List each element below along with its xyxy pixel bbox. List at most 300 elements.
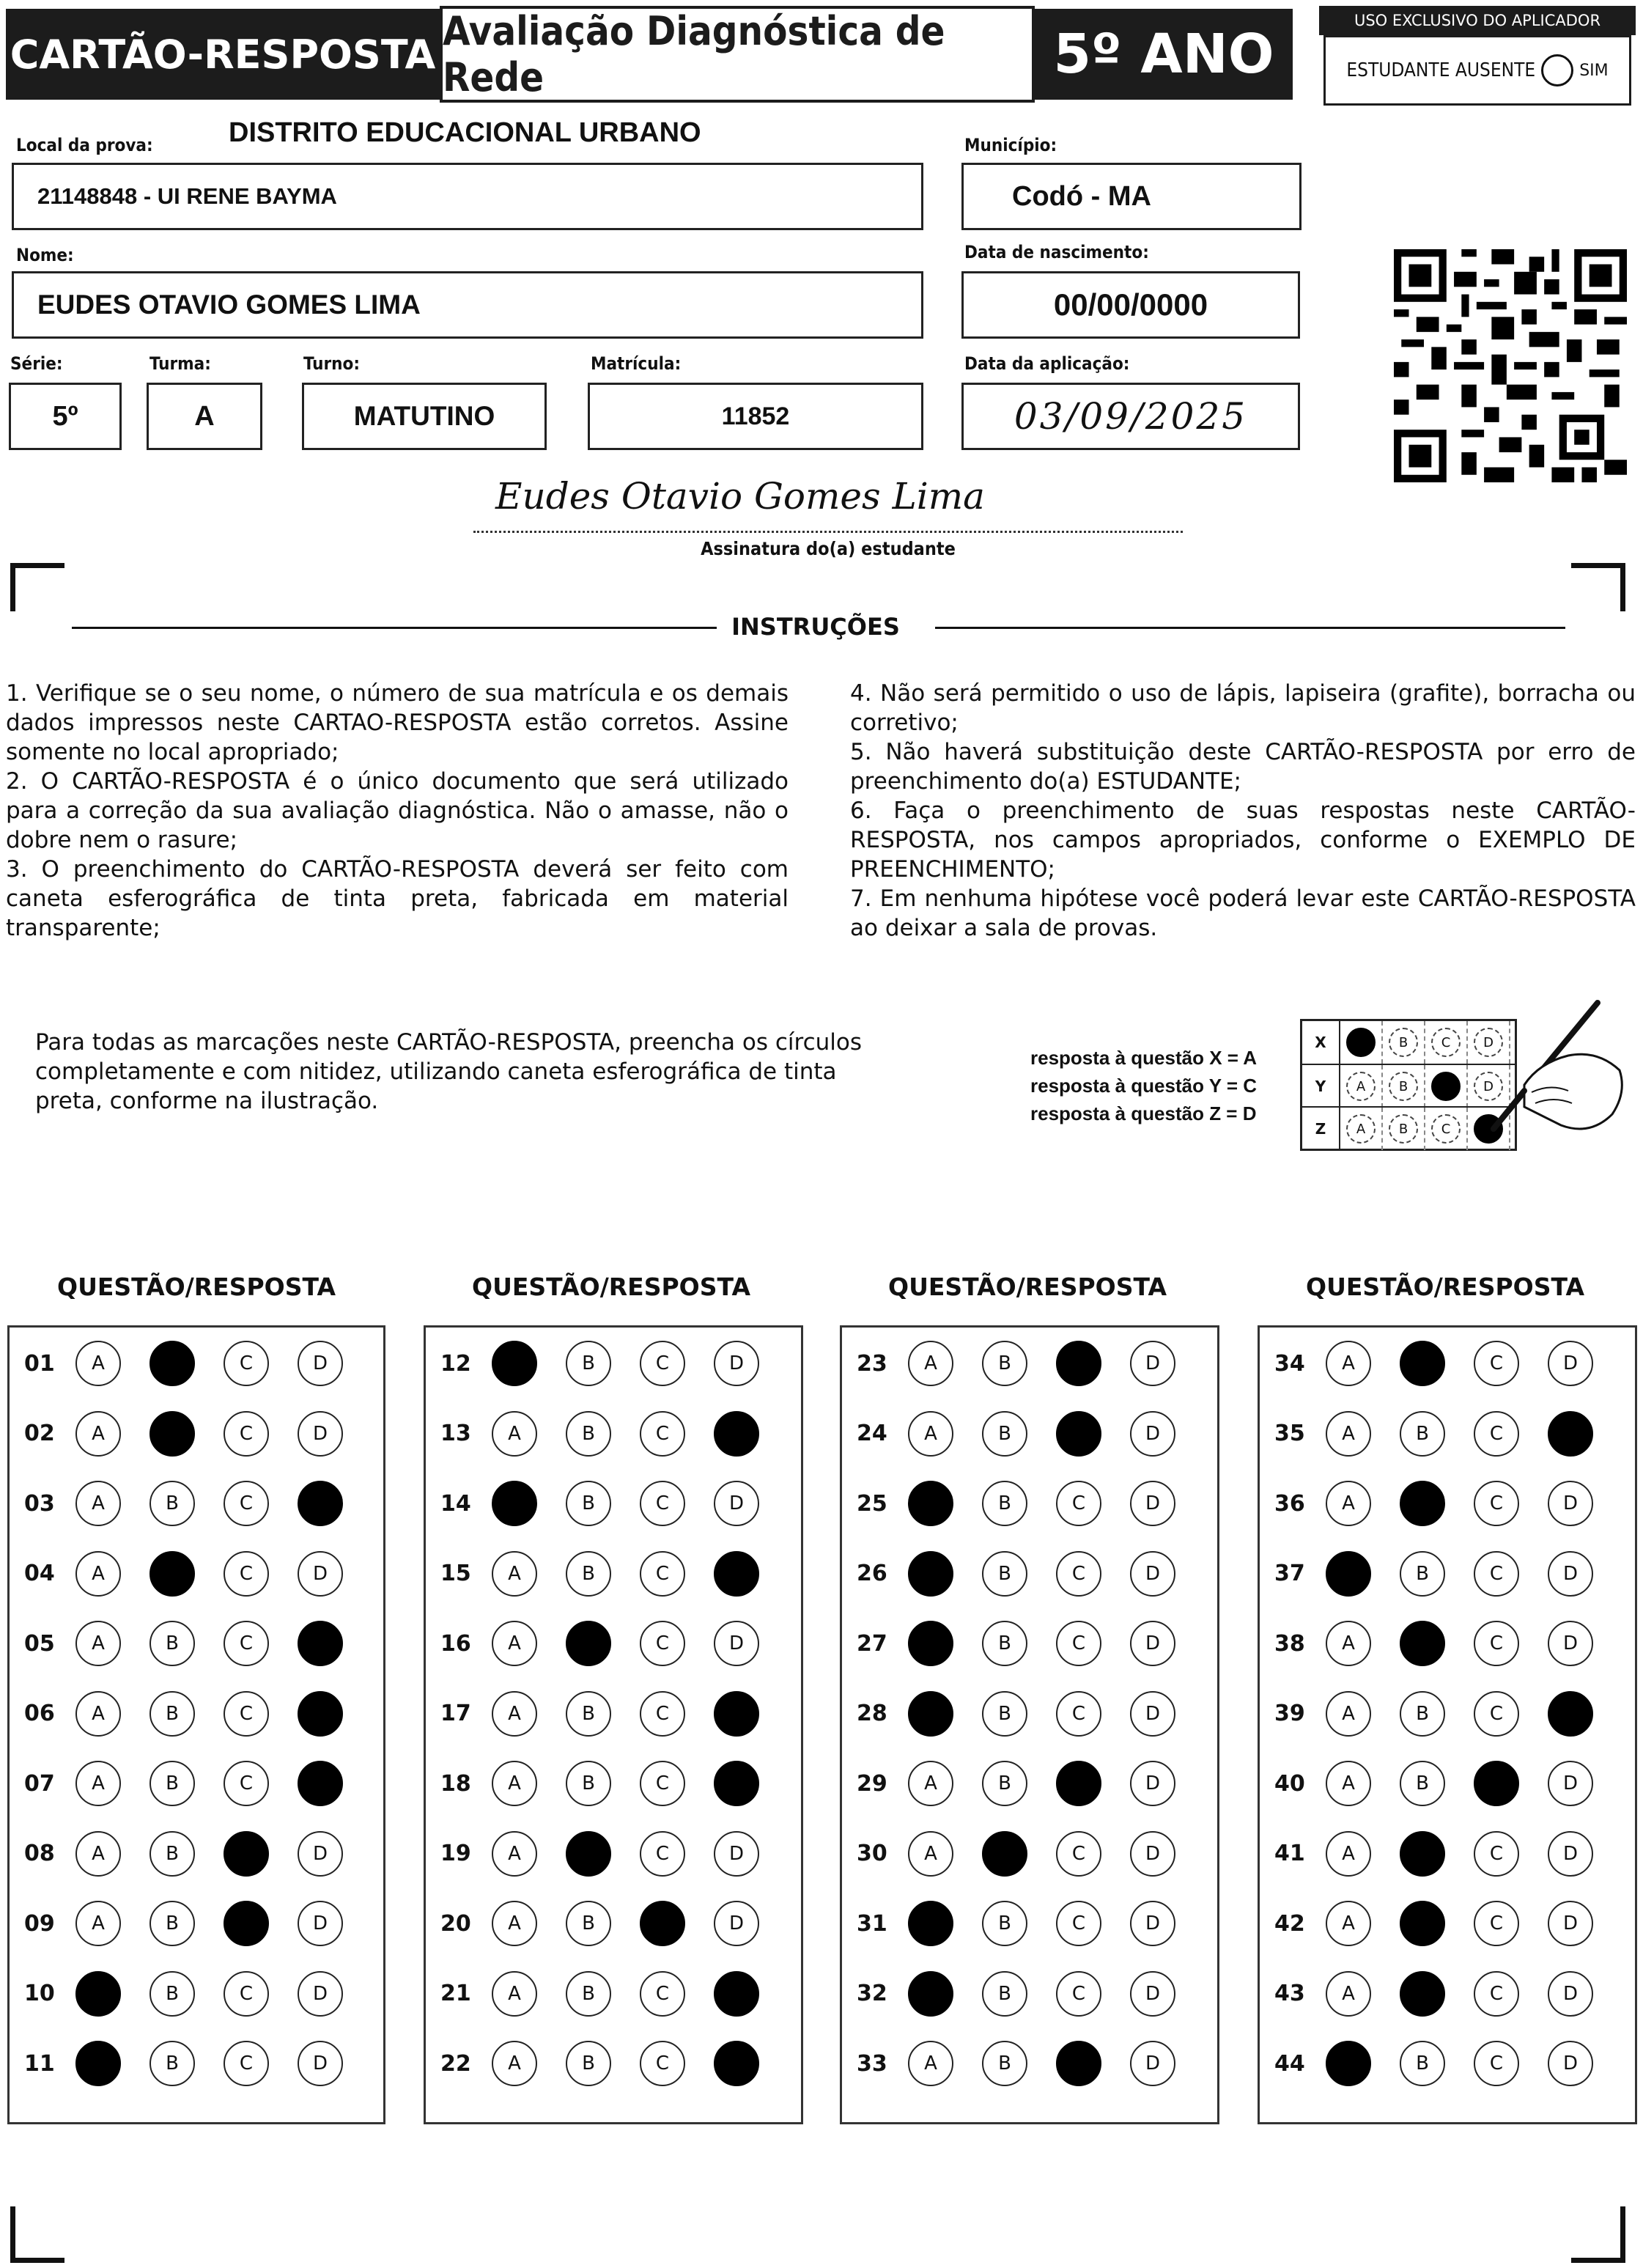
- absent-option-label: SIM: [1579, 61, 1609, 80]
- answer-row: [842, 1338, 1204, 1389]
- answer-bubble-d[interactable]: D: [714, 1691, 759, 1737]
- signature-handwriting: Eudes Otavio Gomes Lima: [495, 475, 985, 518]
- answer-bubble-d[interactable]: D: [1130, 1901, 1175, 1946]
- answer-bubble-a[interactable]: A: [1326, 1761, 1371, 1806]
- answer-bubble-a[interactable]: A: [1326, 1341, 1371, 1386]
- answer-bubble-c[interactable]: C: [224, 1551, 269, 1597]
- answer-bubble-b[interactable]: B: [1400, 1481, 1445, 1526]
- instruction-5: 5. Não haverá substituição deste CARTÃO-RESPOSTA por erro de preenchimento do(a) ESTUDANTE;: [850, 739, 1636, 795]
- question-number: 18: [440, 1770, 471, 1797]
- answer-bubble-c[interactable]: C: [640, 1621, 685, 1666]
- answer-bubble-b[interactable]: B: [1400, 1831, 1445, 1877]
- answer-bubble-d[interactable]: D: [1130, 1691, 1175, 1737]
- answer-bubble-d[interactable]: D: [1548, 1831, 1593, 1877]
- absent-label: ESTUDANTE AUSENTE: [1346, 59, 1536, 81]
- corner-mark-top-right: [1571, 563, 1625, 568]
- answer-bubble-d[interactable]: D: [1130, 1411, 1175, 1457]
- answer-bubble-a[interactable]: A: [908, 1971, 953, 2017]
- answer-row: [1260, 1338, 1622, 1389]
- answer-bubble-b[interactable]: B: [982, 1831, 1027, 1877]
- instructions-title: INSTRUÇÕES: [731, 613, 900, 641]
- answer-row: [426, 1758, 788, 1809]
- question-number: 01: [24, 1350, 55, 1377]
- answer-bubble-c[interactable]: C: [1056, 1691, 1101, 1737]
- instruction-3: 3. O preenchimento do CARTÃO-RESPOSTA deverá ser feito com caneta esferográfica de tinta preta, fabricada em material transparente;: [6, 856, 789, 941]
- answer-bubble-a[interactable]: A: [1326, 1481, 1371, 1526]
- question-number: 15: [440, 1561, 471, 1586]
- example-bubble-c: C: [1431, 1114, 1461, 1144]
- example-line-y: resposta à questão Y = C: [1030, 1075, 1258, 1097]
- question-number: 07: [24, 1770, 55, 1797]
- answer-bubble-d[interactable]: D: [1130, 1761, 1175, 1806]
- answer-bubble-a[interactable]: A: [75, 1761, 121, 1806]
- answer-bubble-b[interactable]: B: [982, 1621, 1027, 1666]
- question-number: 09: [24, 1910, 55, 1937]
- column-header-1: QUESTÃO/RESPOSTA: [57, 1273, 336, 1301]
- answer-bubble-a[interactable]: A: [492, 1341, 537, 1386]
- question-number: 33: [857, 2050, 887, 2077]
- answer-bubble-b[interactable]: B: [149, 1551, 195, 1597]
- answer-bubble-c[interactable]: C: [640, 1551, 685, 1597]
- question-number: 25: [857, 1490, 887, 1517]
- answer-row: [426, 1408, 788, 1459]
- answer-bubble-d[interactable]: D: [298, 1831, 343, 1877]
- question-number: 37: [1274, 1561, 1305, 1586]
- answer-bubble-b[interactable]: B: [566, 1411, 611, 1457]
- answer-bubble-c[interactable]: C: [640, 1831, 685, 1877]
- answer-bubble-b[interactable]: B: [149, 1971, 195, 2017]
- answer-bubble-c[interactable]: C: [640, 1691, 685, 1737]
- answer-bubble-b[interactable]: B: [566, 1971, 611, 2017]
- answer-bubble-c[interactable]: C: [640, 2041, 685, 2086]
- corner-mark-top-left: [10, 563, 64, 568]
- corner-mark-bottom-right-vertical: [1620, 2206, 1625, 2262]
- answer-row: [426, 1968, 788, 2020]
- answer-bubble-d[interactable]: D: [298, 1901, 343, 1946]
- answer-panel-3: [840, 1325, 1219, 2124]
- answer-bubble-a[interactable]: A: [75, 2041, 121, 2086]
- answer-bubble-a[interactable]: A: [908, 1761, 953, 1806]
- answer-bubble-c[interactable]: C: [640, 1411, 685, 1457]
- answer-row: [1260, 2038, 1622, 2089]
- question-number: 24: [857, 1421, 887, 1446]
- applicator-box: [1319, 6, 1636, 106]
- instructions-right: [850, 679, 1636, 943]
- answer-bubble-a[interactable]: A: [1326, 1971, 1371, 2017]
- example-cell: [1340, 1021, 1383, 1064]
- example-line-x: resposta à questão X = A: [1030, 1047, 1257, 1069]
- absent-checkbox[interactable]: [1541, 54, 1573, 86]
- answer-bubble-b[interactable]: B: [566, 1481, 611, 1526]
- answer-bubble-b[interactable]: B: [566, 1551, 611, 1597]
- district-name: DISTRITO EDUCACIONAL URBANO: [229, 117, 701, 148]
- answer-row: [10, 1828, 372, 1879]
- answer-bubble-b[interactable]: B: [566, 2041, 611, 2086]
- question-number: 04: [24, 1561, 55, 1586]
- answer-bubble-d[interactable]: D: [1130, 1551, 1175, 1597]
- answer-bubble-d[interactable]: D: [714, 2041, 759, 2086]
- answer-row: [842, 1408, 1204, 1459]
- turno-label: Turno:: [303, 353, 360, 374]
- answer-bubble-d[interactable]: D: [1130, 1481, 1175, 1526]
- answer-bubble-a[interactable]: A: [492, 1621, 537, 1666]
- question-number: 31: [857, 1910, 887, 1937]
- answer-bubble-a[interactable]: A: [75, 1691, 121, 1737]
- answer-bubble-d[interactable]: D: [714, 1831, 759, 1877]
- question-number: 23: [857, 1350, 887, 1377]
- aplicacao-field: 03/09/2025: [961, 383, 1300, 450]
- answer-bubble-d[interactable]: D: [298, 1691, 343, 1737]
- instruction-2: 2. O CARTÃO-RESPOSTA é o único documento que será utilizado para a correção da sua avaliação diagnóstica. Não o amasse, não o dobre nem o rasure;: [6, 768, 789, 853]
- answer-bubble-c[interactable]: C: [1474, 1831, 1519, 1877]
- answer-bubble-a[interactable]: A: [908, 2041, 953, 2086]
- question-number: 36: [1274, 1490, 1305, 1517]
- answer-panel-1: [7, 1325, 385, 2124]
- answer-bubble-a[interactable]: A: [1326, 1691, 1371, 1737]
- answer-bubble-b[interactable]: B: [566, 1761, 611, 1806]
- answer-bubble-d[interactable]: D: [1548, 1761, 1593, 1806]
- question-number: 26: [857, 1561, 887, 1586]
- answer-bubble-b[interactable]: B: [149, 1901, 195, 1946]
- answer-bubble-a[interactable]: A: [75, 1341, 121, 1386]
- answer-bubble-c[interactable]: C: [224, 1621, 269, 1666]
- answer-bubble-d[interactable]: D: [1548, 2041, 1593, 2086]
- answer-bubble-c[interactable]: C: [1474, 1971, 1519, 2017]
- answer-bubble-a[interactable]: A: [908, 1691, 953, 1737]
- answer-bubble-d[interactable]: D: [714, 1481, 759, 1526]
- answer-bubble-d[interactable]: D: [1548, 1551, 1593, 1597]
- answer-bubble-a[interactable]: A: [908, 1621, 953, 1666]
- answer-bubble-d[interactable]: D: [714, 1411, 759, 1457]
- answer-bubble-c[interactable]: C: [1056, 1971, 1101, 2017]
- example-bubble-a: A: [1346, 1114, 1376, 1144]
- answer-row: [10, 1338, 372, 1389]
- example-bubble-a: A: [1346, 1072, 1376, 1101]
- answer-bubble-b[interactable]: B: [982, 1901, 1027, 1946]
- instruction-6: 6. Faça o preenchimento de suas respostas neste CARTÃO-RESPOSTA, nos campos apropriados, conforme o EXEMPLO DE PREENCHIMENTO;: [850, 798, 1636, 883]
- answer-row: [10, 2038, 372, 2089]
- answer-bubble-a[interactable]: A: [75, 1971, 121, 2017]
- answer-bubble-d[interactable]: D: [298, 1411, 343, 1457]
- example-cell: [1425, 1065, 1468, 1108]
- answer-row: [1260, 1548, 1622, 1599]
- answer-bubble-c[interactable]: C: [640, 1971, 685, 2017]
- nascimento-field: 00/00/0000: [961, 271, 1300, 339]
- answer-bubble-d[interactable]: D: [714, 1971, 759, 2017]
- example-cell: [1340, 1108, 1383, 1150]
- instructions-rule-left: [72, 627, 717, 629]
- answer-bubble-a[interactable]: A: [908, 1481, 953, 1526]
- answer-bubble-d[interactable]: D: [1130, 1621, 1175, 1666]
- answer-bubble-c[interactable]: C: [224, 2041, 269, 2086]
- answer-bubble-a[interactable]: A: [1326, 1411, 1371, 1457]
- example-cell: [1383, 1108, 1425, 1150]
- example-legend: [1030, 1044, 1257, 1127]
- answer-bubble-d[interactable]: D: [298, 1551, 343, 1597]
- example-row-label: Y: [1302, 1065, 1340, 1108]
- column-header-4: QUESTÃO/RESPOSTA: [1306, 1273, 1584, 1301]
- answer-panel-2: [424, 1325, 803, 2124]
- answer-bubble-c[interactable]: C: [640, 1901, 685, 1946]
- answer-bubble-c[interactable]: C: [1056, 1901, 1101, 1946]
- answer-bubble-a[interactable]: A: [492, 1831, 537, 1877]
- example-bubble-a: A: [1346, 1028, 1376, 1057]
- nome-label: Nome:: [16, 245, 74, 265]
- answer-bubble-b[interactable]: B: [982, 1691, 1027, 1737]
- answer-bubble-a[interactable]: A: [1326, 1551, 1371, 1597]
- answer-bubble-c[interactable]: C: [1474, 1341, 1519, 1386]
- corner-mark-top-left-vertical: [10, 563, 15, 611]
- answer-bubble-b[interactable]: B: [1400, 1551, 1445, 1597]
- answer-bubble-c[interactable]: C: [640, 1761, 685, 1806]
- applicator-title: USO EXCLUSIVO DO APLICADOR: [1319, 6, 1636, 35]
- example-line-z: resposta à questão Z = D: [1030, 1102, 1257, 1124]
- answer-bubble-b[interactable]: B: [1400, 1901, 1445, 1946]
- answer-bubble-c[interactable]: C: [224, 1341, 269, 1386]
- answer-bubble-c[interactable]: C: [1474, 1481, 1519, 1526]
- answer-bubble-b[interactable]: B: [149, 1621, 195, 1666]
- answer-bubble-a[interactable]: A: [492, 1901, 537, 1946]
- answer-bubble-b[interactable]: B: [149, 1411, 195, 1457]
- answer-bubble-d[interactable]: D: [1130, 1341, 1175, 1386]
- answer-bubble-a[interactable]: A: [75, 1901, 121, 1946]
- instruction-1: 1. Verifique se o seu nome, o número de sua matrícula e os demais dados impressos neste CARTAO-RESPOSTA estão corretos. Assine somente no local apropriado;: [6, 680, 789, 765]
- answer-bubble-c[interactable]: C: [1056, 1481, 1101, 1526]
- answer-bubble-b[interactable]: B: [566, 1691, 611, 1737]
- answer-row: [426, 1618, 788, 1669]
- answer-bubble-d[interactable]: D: [714, 1341, 759, 1386]
- answer-bubble-a[interactable]: A: [1326, 1831, 1371, 1877]
- answer-row: [842, 1688, 1204, 1739]
- answer-bubble-b[interactable]: B: [149, 1761, 195, 1806]
- answer-bubble-d[interactable]: D: [1548, 1971, 1593, 2017]
- answer-row: [10, 1548, 372, 1599]
- answer-bubble-a[interactable]: A: [908, 1831, 953, 1877]
- answer-bubble-b[interactable]: B: [982, 1341, 1027, 1386]
- answer-bubble-c[interactable]: C: [224, 1901, 269, 1946]
- answer-bubble-d[interactable]: D: [1130, 1971, 1175, 2017]
- answer-row: [1260, 1478, 1622, 1529]
- answer-bubble-c[interactable]: C: [1056, 1831, 1101, 1877]
- question-number: 42: [1274, 1910, 1305, 1937]
- answer-bubble-d[interactable]: D: [298, 1341, 343, 1386]
- answer-bubble-d[interactable]: D: [714, 1551, 759, 1597]
- answer-bubble-b[interactable]: B: [566, 1621, 611, 1666]
- example-row-label: X: [1302, 1021, 1340, 1064]
- answer-row: [842, 1478, 1204, 1529]
- signature-label: Assinatura do(a) estudante: [701, 538, 956, 559]
- answer-bubble-c[interactable]: C: [1056, 2041, 1101, 2086]
- answer-bubble-c[interactable]: C: [224, 1971, 269, 2017]
- question-number: 14: [440, 1490, 471, 1517]
- signature-line: [473, 531, 1183, 533]
- question-number: 10: [24, 1981, 55, 2006]
- question-number: 38: [1274, 1630, 1305, 1657]
- answer-bubble-b[interactable]: B: [1400, 1621, 1445, 1666]
- answer-bubble-d[interactable]: D: [1548, 1621, 1593, 1666]
- answer-bubble-c[interactable]: C: [1474, 1901, 1519, 1946]
- answer-bubble-a[interactable]: A: [492, 1691, 537, 1737]
- answer-bubble-c[interactable]: C: [640, 1341, 685, 1386]
- answer-bubble-b[interactable]: B: [566, 1341, 611, 1386]
- answer-bubble-c[interactable]: C: [1474, 1551, 1519, 1597]
- answer-bubble-a[interactable]: A: [492, 1761, 537, 1806]
- example-bubble-b: B: [1389, 1072, 1418, 1101]
- municipio-field: Codó - MA: [961, 163, 1302, 230]
- nascimento-label: Data de nascimento:: [964, 242, 1149, 262]
- answer-bubble-a[interactable]: A: [492, 1481, 537, 1526]
- answer-bubble-a[interactable]: A: [492, 1411, 537, 1457]
- turma-label: Turma:: [149, 353, 211, 374]
- answer-bubble-b[interactable]: B: [982, 1411, 1027, 1457]
- aplicacao-label: Data da aplicação:: [964, 353, 1130, 374]
- answer-bubble-c[interactable]: C: [640, 1481, 685, 1526]
- fill-note: Para todas as marcações neste CARTÃO-RESPOSTA, preencha os círculos completamente e com nitidez, utilizando caneta esferográfica de tinta preta, conforme na ilustração.: [35, 1029, 863, 1114]
- answer-bubble-b[interactable]: B: [1400, 2041, 1445, 2086]
- corner-mark-bottom-left-vertical: [10, 2206, 15, 2262]
- answer-bubble-b[interactable]: B: [1400, 1691, 1445, 1737]
- answer-bubble-d[interactable]: D: [1548, 1691, 1593, 1737]
- answer-bubble-b[interactable]: B: [149, 1691, 195, 1737]
- answer-bubble-a[interactable]: A: [908, 1411, 953, 1457]
- answer-bubble-a[interactable]: A: [908, 1901, 953, 1946]
- answer-bubble-a[interactable]: A: [75, 1621, 121, 1666]
- question-number: 29: [857, 1770, 887, 1797]
- answer-bubble-b[interactable]: B: [149, 1831, 195, 1877]
- answer-bubble-b[interactable]: B: [982, 1971, 1027, 2017]
- matricula-field: 11852: [588, 383, 923, 450]
- serie-label: Série:: [10, 353, 63, 374]
- answer-bubble-d[interactable]: D: [298, 1971, 343, 2017]
- answer-bubble-c[interactable]: C: [1474, 1761, 1519, 1806]
- answer-row: [426, 1548, 788, 1599]
- answer-bubble-a[interactable]: A: [1326, 1901, 1371, 1946]
- answer-bubble-b[interactable]: B: [982, 1761, 1027, 1806]
- answer-bubble-a[interactable]: A: [75, 1551, 121, 1597]
- example-cell: [1340, 1065, 1383, 1108]
- qr-code: [1394, 249, 1627, 482]
- answer-bubble-b[interactable]: B: [1400, 1761, 1445, 1806]
- answer-row: [10, 1408, 372, 1459]
- local-label: Local da prova:: [16, 135, 153, 155]
- answer-bubble-a[interactable]: A: [492, 2041, 537, 2086]
- answer-bubble-a[interactable]: A: [1326, 1621, 1371, 1666]
- answer-bubble-b[interactable]: B: [1400, 1971, 1445, 2017]
- answer-row: [1260, 1828, 1622, 1879]
- answer-bubble-a[interactable]: A: [75, 1831, 121, 1877]
- answer-bubble-a[interactable]: A: [1326, 2041, 1371, 2086]
- question-number: 08: [24, 1841, 55, 1866]
- answer-row: [1260, 1408, 1622, 1459]
- answer-bubble-c[interactable]: C: [1474, 1411, 1519, 1457]
- answer-bubble-c[interactable]: C: [224, 1411, 269, 1457]
- answer-bubble-b[interactable]: B: [1400, 1341, 1445, 1386]
- answer-bubble-a[interactable]: A: [492, 1551, 537, 1597]
- example-bubble-b: B: [1389, 1114, 1418, 1144]
- example-cell: [1425, 1108, 1468, 1150]
- answer-bubble-b[interactable]: B: [982, 1551, 1027, 1597]
- answer-bubble-a[interactable]: A: [75, 1481, 121, 1526]
- answer-bubble-c[interactable]: C: [224, 1761, 269, 1806]
- answer-row: [426, 1828, 788, 1879]
- answer-bubble-b[interactable]: B: [982, 1481, 1027, 1526]
- answer-bubble-b[interactable]: B: [1400, 1411, 1445, 1457]
- municipio-label: Município:: [964, 135, 1057, 155]
- question-number: 06: [24, 1701, 55, 1726]
- answer-row: [426, 1478, 788, 1529]
- answer-bubble-c[interactable]: C: [224, 1831, 269, 1877]
- answer-row: [842, 2038, 1204, 2089]
- answer-bubble-d[interactable]: D: [1548, 1411, 1593, 1457]
- answer-bubble-c[interactable]: C: [1056, 1761, 1101, 1806]
- answer-bubble-d[interactable]: D: [714, 1621, 759, 1666]
- answer-bubble-c[interactable]: C: [224, 1481, 269, 1526]
- answer-row: [10, 1898, 372, 1949]
- answer-row: [842, 1828, 1204, 1879]
- answer-bubble-d[interactable]: D: [1548, 1901, 1593, 1946]
- turno-field: MATUTINO: [302, 383, 547, 450]
- answer-bubble-a[interactable]: A: [908, 1341, 953, 1386]
- answer-bubble-d[interactable]: D: [298, 1761, 343, 1806]
- answer-row: [426, 2038, 788, 2089]
- answer-bubble-c[interactable]: C: [224, 1691, 269, 1737]
- answer-bubble-b[interactable]: B: [982, 2041, 1027, 2086]
- answer-bubble-c[interactable]: C: [1474, 1691, 1519, 1737]
- answer-bubble-d[interactable]: D: [1548, 1481, 1593, 1526]
- answer-bubble-d[interactable]: D: [714, 1901, 759, 1946]
- instruction-4: 4. Não será permitido o uso de lápis, lapiseira (grafite), borracha ou corretivo;: [850, 680, 1636, 736]
- column-header-3: QUESTÃO/RESPOSTA: [888, 1273, 1167, 1301]
- answer-bubble-c[interactable]: C: [1056, 1341, 1101, 1386]
- answer-bubble-c[interactable]: C: [1056, 1411, 1101, 1457]
- question-number: 35: [1274, 1421, 1305, 1446]
- answer-row: [1260, 1618, 1622, 1669]
- answer-bubble-d[interactable]: D: [714, 1761, 759, 1806]
- answer-bubble-a[interactable]: A: [492, 1971, 537, 2017]
- question-number: 12: [440, 1350, 471, 1377]
- corner-mark-bottom-left: [10, 2258, 64, 2263]
- answer-bubble-c[interactable]: C: [1056, 1621, 1101, 1666]
- answer-bubble-d[interactable]: D: [1548, 1341, 1593, 1386]
- answer-bubble-b[interactable]: B: [566, 1831, 611, 1877]
- example-bubble-c: C: [1431, 1028, 1461, 1057]
- matricula-label: Matrícula:: [591, 353, 682, 374]
- example-cell: [1383, 1021, 1425, 1064]
- answer-row: [426, 1338, 788, 1389]
- answer-bubble-d[interactable]: D: [298, 1621, 343, 1666]
- answer-bubble-d[interactable]: D: [1130, 2041, 1175, 2086]
- question-number: 20: [440, 1910, 471, 1937]
- answer-bubble-d[interactable]: D: [298, 2041, 343, 2086]
- nome-field: EUDES OTAVIO GOMES LIMA: [12, 271, 923, 339]
- answer-bubble-a[interactable]: A: [908, 1551, 953, 1597]
- answer-bubble-b[interactable]: B: [149, 2041, 195, 2086]
- answer-bubble-b[interactable]: B: [149, 1481, 195, 1526]
- answer-row: [10, 1688, 372, 1739]
- answer-bubble-b[interactable]: B: [566, 1901, 611, 1946]
- question-number: 22: [440, 2050, 471, 2077]
- answer-bubble-c[interactable]: C: [1474, 1621, 1519, 1666]
- answer-bubble-c[interactable]: C: [1056, 1551, 1101, 1597]
- example-bubble-b: B: [1389, 1028, 1418, 1057]
- answer-bubble-b[interactable]: B: [149, 1341, 195, 1386]
- question-number: 17: [440, 1701, 471, 1726]
- answer-bubble-d[interactable]: D: [298, 1481, 343, 1526]
- answer-bubble-d[interactable]: D: [1130, 1831, 1175, 1877]
- answer-bubble-c[interactable]: C: [1474, 2041, 1519, 2086]
- example-bubble-c: C: [1431, 1072, 1461, 1101]
- answer-bubble-a[interactable]: A: [75, 1411, 121, 1457]
